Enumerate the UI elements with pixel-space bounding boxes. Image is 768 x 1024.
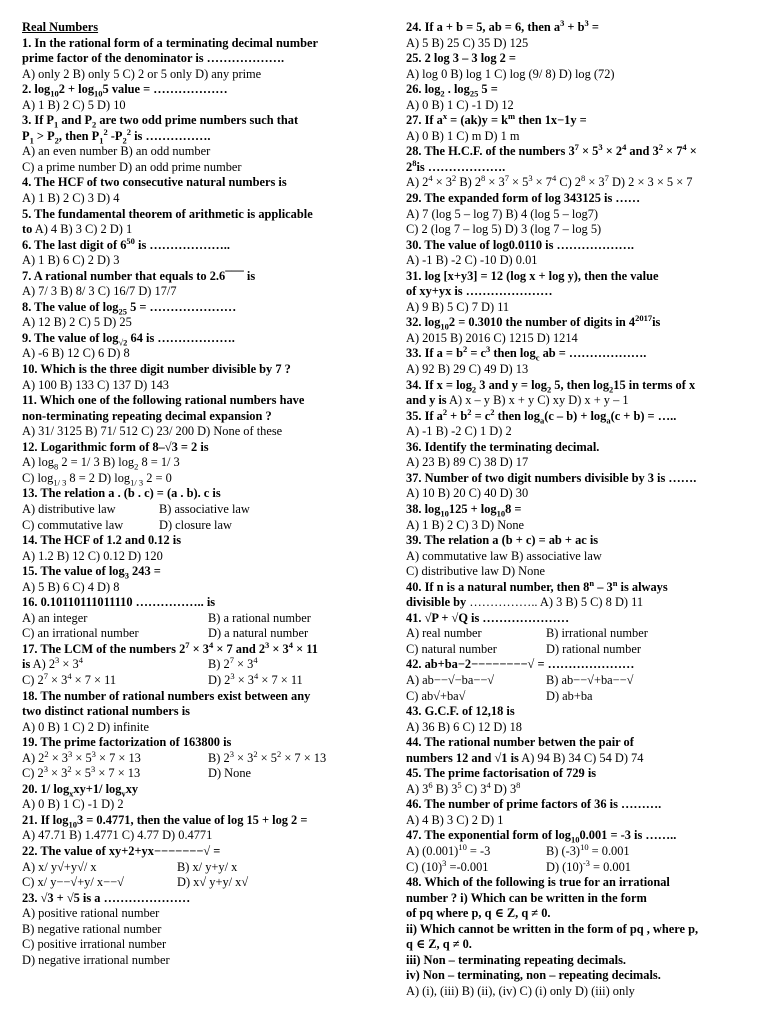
question-line: 14. The HCF of 1.2 and 0.12 is xyxy=(22,533,182,548)
options-line xyxy=(22,766,377,782)
question-line: 34. If $x = \log_2 3$ and $y = \log_2 5$, then $\log_215$ in terms of x xyxy=(406,377,696,394)
option-cell: B) $2^3 \times 3^2 \times 5^2 \times 7 \times 13$ xyxy=(208,750,327,765)
options-line: A) 0 B) 1 C) 2 D) infinite xyxy=(22,719,149,734)
question-line: 15. The value of $\log_3 243$ = xyxy=(22,564,161,580)
option-cell: C) x/ y−−√+y/ x−−√ xyxy=(22,875,124,890)
question-line: 8. The value of $\log_{25} 5$ = ………………… xyxy=(22,299,237,316)
question-line: $P_1 > P_2$, then $P_1^2$ $-P_2^2$ is ……………. xyxy=(22,128,211,145)
options-line: A) 7/ 3 B) 8/ 3 C) 16/7 D) 17/7 xyxy=(22,284,177,299)
question-line: 9. The value of $\log_{√2} 64$ is ………………. xyxy=(22,330,235,347)
question-line: 39. The relation a (b + c) = ab + ac is xyxy=(406,533,599,548)
options-line: A) -1 B) -2 C) -10 D) 0.01 xyxy=(406,253,538,268)
question-line: 26. $\log_2$ . $\log_{25} 5$ = xyxy=(406,82,498,98)
options-line xyxy=(22,657,377,673)
question-line: 38. $\log_{10}125 + \log_{10}8$ = xyxy=(406,501,522,518)
question-line: iii) Non – terminating repeating decimals. xyxy=(406,952,627,967)
option-cell: A) ab−−√−ba−−√ xyxy=(406,672,495,687)
option-cell: D) None xyxy=(208,766,252,781)
options-line: A) 23 B) 89 C) 38 D) 17 xyxy=(406,455,529,470)
question-line: 11. Which one of the following rational numbers have xyxy=(22,393,305,408)
question-line: 13. The relation a . (b . c) = (a . b). c is xyxy=(22,486,221,501)
options-line: A) 36 B) 6 C) 12 D) 18 xyxy=(406,719,522,734)
left-column xyxy=(22,20,377,968)
question-line: 6. The last digit of $6^{50}$ is ……………….. xyxy=(22,237,230,252)
question-line: 18. The number of rational numbers exist between any xyxy=(22,688,311,703)
options-line: A) 31/ 3125 B) 71/ 512 C) 23/ 200 D) None of these xyxy=(22,424,283,439)
question-line: 44. The rational number betwen the pair of xyxy=(406,735,634,750)
question-line: 30. The value of log0.0110 is ………………. xyxy=(406,237,634,252)
question-line: 22. The value of xy+2+yx−−−−−−−√ = xyxy=(22,843,221,858)
options-line: A) 47.71 B) 1.4771 C) 4.77 D) 0.4771 xyxy=(22,828,213,843)
question-line: 7. A rational number that equals to 2.6¯¯¯ is xyxy=(22,268,256,283)
option-cell: B) irrational number xyxy=(546,626,648,641)
options-line: C) 2 (log 7 – log 5) D) 3 (log 7 – log 5) xyxy=(406,222,602,237)
question-line: 41. √P + √Q is ………………… xyxy=(406,610,570,625)
options-line: A) 10 B) 20 C) 40 D) 30 xyxy=(406,486,529,501)
question-line: 3. If $P_1$ and $P_2$ are two odd prime numbers such that xyxy=(22,113,299,129)
question-line: 28. The H.C.F. of the numbers $3^7 \times 5^3 \times 2^4$ and $3^2 \times 7^4$ × xyxy=(406,144,697,159)
question-line: of pq where p, q ∈ Z, q ≠ 0. xyxy=(406,906,551,921)
options-line: A) -6 B) 12 C) 6 D) 8 xyxy=(22,346,130,361)
options-line: A) an even number B) an odd number xyxy=(22,144,211,159)
options-line xyxy=(406,689,756,705)
option-cell: B) $(-3)^{10} = 0.001$ xyxy=(546,843,630,858)
options-line: A) (i), (iii) B) (ii), (iv) C) (i) only D) (iii) only xyxy=(406,983,635,998)
options-line: A) -1 B) -2 C) 1 D) 2 xyxy=(406,424,512,439)
option-cell: B) associative law xyxy=(159,501,250,516)
question-line: 32. $\log_{10}2 = 0.3010$ the number of digits in $4^{2017}is$ xyxy=(406,315,661,331)
question-line: 27. If $a^x = (ak)y = k^m$ then 1x−1y = xyxy=(406,113,587,128)
options-line xyxy=(22,875,377,891)
question-line: 35. If $a^2 + b^2 = c^2$ then $\log_a(c - b) + \log_a(c + b)$ = ….. xyxy=(406,408,677,425)
question-line: two distinct rational numbers is xyxy=(22,704,190,719)
options-line: C) a prime number D) an odd prime number xyxy=(22,159,242,174)
right-column xyxy=(406,20,756,999)
options-line: C) distributive law D) None xyxy=(406,564,546,579)
question-line: prime factor of the denominator is ………………. xyxy=(22,51,285,66)
options-line: A) 1 B) 2 C) 5 D) 10 xyxy=(22,97,126,112)
section-heading: Real Numbers xyxy=(22,20,99,34)
question-line: 37. Number of two digit numbers divisible by 3 is ……. xyxy=(406,470,697,485)
options-line: A) $2^4 \times 3^2$ B) $2^8 \times 3^7 \times 5^3 \times 7^4$ C) $2^8 \times 3^7$ D) 2 × 3 × 5 × 7 xyxy=(406,175,693,190)
question-line: 42. ab+ba−2−−−−−−−−√ = ………………… xyxy=(406,657,635,672)
options-line xyxy=(22,673,377,689)
options-line: A) 2015 B) 2016 C) 1215 D) 1214 xyxy=(406,330,578,345)
options-line: A) 5 B) 25 C) 35 D) 125 xyxy=(406,35,529,50)
question-line: 23. √3 + √5 is a ………………… xyxy=(22,890,191,905)
option-cell: A) $(0.001)^{10} = -3$ xyxy=(406,843,491,858)
options-line: A) log 0 B) log 1 C) log (9/ 8) D) log (72) xyxy=(406,66,615,81)
question-line: number ? i) Which can be written in the form xyxy=(406,890,647,905)
question-line: 12. Logarithmic form of 8–√3 = 2 is xyxy=(22,439,209,454)
options-line xyxy=(406,673,756,689)
options-line: A) 1.2 B) 12 C) 0.12 D) 120 xyxy=(22,548,163,563)
option-cell: C) $(10)^3 =-0.001$ xyxy=(406,859,489,874)
question-line: 45. The prime factorisation of 729 is xyxy=(406,766,597,781)
options-line: A) 1 B) 2 C) 3 D) 4 xyxy=(22,191,120,206)
options-line xyxy=(406,642,756,658)
question-line: 24. If a + b = 5, ab = 6, then $a^3 + b^3$ = xyxy=(406,20,599,34)
options-line: A) 7 (log 5 – log 7) B) 4 (log 5 – log7) xyxy=(406,206,599,221)
options-line xyxy=(406,844,756,860)
options-line xyxy=(22,751,377,767)
options-line: A) 12 B) 2 C) 5 D) 25 xyxy=(22,315,132,330)
option-cell: A) $2^2 \times 3^3 \times 5^3 \times 7 \times 13$ xyxy=(22,750,141,765)
question-line: 25. 2 log 3 – 3 log 2 = xyxy=(406,51,516,66)
option-cell: C) commutative law xyxy=(22,517,124,532)
options-line: D) negative irrational number xyxy=(22,952,170,967)
question-line: 31. log [x+y3] = 12 (log x + log y), then the value xyxy=(406,268,659,283)
question-line: q ∈ Z, q ≠ 0. xyxy=(406,937,472,952)
options-line: A) 100 B) 133 C) 137 D) 143 xyxy=(22,377,169,392)
option-cell: A) distributive law xyxy=(22,501,116,516)
question-line: 16. 0.10110111011110 …………….. is xyxy=(22,595,216,610)
options-line: and y is A) x – y B) x + y C) xy D) x + y – 1 xyxy=(406,393,629,408)
question-line: 47. The exponential form of $\log_{10}0.001 = -3$ is …….. xyxy=(406,828,677,844)
question-line: non-terminating repeating decimal expansion ? xyxy=(22,408,272,423)
option-cell: D) ab+ba xyxy=(546,688,593,703)
question-line: 33. If $a = b^2 = c^3$ then $\log_c$ ab = ………………. xyxy=(406,346,647,363)
options-line: A) positive rational number xyxy=(22,906,160,921)
options-line: A) only 2 B) only 5 C) 2 or 5 only D) any prime xyxy=(22,66,262,81)
options-line: A) commutative law B) associative law xyxy=(406,548,602,563)
option-cell: C) $2^7 \times 3^4 \times 7 \times 11$ xyxy=(22,672,117,687)
option-cell: D) closure law xyxy=(159,517,232,532)
options-line: numbers 12 and √1 is A) 94 B) 34 C) 54 D) 74 xyxy=(406,750,644,765)
question-line: 20. 1/ $\log_xxy+1/$ $\log_yxy$ xyxy=(22,781,139,798)
options-line: A) 9 B) 5 C) 7 D) 11 xyxy=(406,299,510,314)
question-line: 46. The number of prime factors of 36 is ………. xyxy=(406,797,662,812)
question-line: 36. Identify the terminating decimal. xyxy=(406,439,600,454)
option-cell: B) x/ y+y/ x xyxy=(177,859,238,874)
option-cell: C) ab√+ba√ xyxy=(406,688,466,703)
question-line: 10. Which is the three digit number divisible by 7 ? xyxy=(22,362,291,377)
options-line: B) negative rational number xyxy=(22,921,162,936)
question-line: 4. The HCF of two consecutive natural numbers is xyxy=(22,175,287,190)
options-line: to A) 4 B) 3 C) 2 D) 1 xyxy=(22,222,133,237)
options-line xyxy=(22,502,377,518)
question-line: of xy+yx is ………………… xyxy=(406,284,553,299)
question-line: $2^8is$ ………………. xyxy=(406,159,506,174)
question-line: iv) Non – terminating, non – repeating decimals. xyxy=(406,968,661,983)
options-line xyxy=(406,860,756,876)
options-line: A) 0 B) 1 C) -1 D) 12 xyxy=(406,97,514,112)
options-line xyxy=(406,626,756,642)
question-line: 5. The fundamental theorem of arithmetic is applicable xyxy=(22,206,313,221)
question-line: 48. Which of the following is true for an irrational xyxy=(406,875,670,890)
options-line: A) $\log_8 2 = 1/$ 3 B) $\log_2 8 = 1/$ 3 xyxy=(22,455,180,471)
option-cell: D) $(10)^{-3} = 0.001$ xyxy=(546,859,631,874)
question-line: ii) Which cannot be written in the form of pq , where p, xyxy=(406,921,699,936)
option-cell: D) x√ y+y/ x√ xyxy=(177,875,249,890)
options-line: A) $3^6$ B) $3^5$ C) $3^4$ D) $3^8$ xyxy=(406,781,521,796)
options-line: A) 92 B) 29 C) 49 D) 13 xyxy=(406,362,529,377)
options-line: divisible by …………….. A) 3 B) 5 C) 8 D) 11 xyxy=(406,595,644,610)
options-line: C) positive irrational number xyxy=(22,937,167,952)
options-line: A) 1 B) 6 C) 2 D) 3 xyxy=(22,253,120,268)
option-cell: A) x/ y√+y√/ x xyxy=(22,859,97,874)
option-cell: B) ab−−√+ba−−√ xyxy=(546,672,634,687)
option-cell: B) a rational number xyxy=(208,610,311,625)
options-line: A) 0 B) 1 C) m D) 1 m xyxy=(406,128,520,143)
option-cell: C) an irrational number xyxy=(22,626,139,641)
options-line: A) 5 B) 6 C) 4 D) 8 xyxy=(22,579,120,594)
option-cell: C) $2^3 \times 3^2 \times 5^3 \times 7 \times 13$ xyxy=(22,766,141,781)
options-line: A) 0 B) 1 C) -1 D) 2 xyxy=(22,797,124,812)
question-line: 17. The LCM of the numbers $2^7 \times 3^4 \times 7$ and $2^3 \times 3^4 \times 11$ xyxy=(22,641,318,656)
question-line: 43. G.C.F. of 12,18 is xyxy=(406,704,515,719)
question-line: 40. If n is a natural number, then 8$^n$ – 3$^n$ is always xyxy=(406,579,668,594)
option-cell: A) an integer xyxy=(22,610,88,625)
options-line xyxy=(22,860,377,876)
options-line: A) 1 B) 2 C) 3 D) None xyxy=(406,517,525,532)
question-line: 1. In the rational form of a terminating decimal number xyxy=(22,35,318,50)
option-cell: D) $2^3 \times 3^4 \times 7 \times 11$ xyxy=(208,672,303,687)
question-line: 29. The expanded form of log 343125 is …… xyxy=(406,191,641,206)
option-cell: D) a natural number xyxy=(208,626,309,641)
options-line xyxy=(22,611,377,627)
option-cell: D) rational number xyxy=(546,641,641,656)
option-cell: B) $2^7 \times 3^4$ xyxy=(208,657,258,672)
question-line: 2. $\log_{10}2 + \log_{10}5$ value = ……………… xyxy=(22,82,228,98)
option-cell: A) real number xyxy=(406,626,482,641)
options-line xyxy=(22,518,377,534)
options-line xyxy=(22,626,377,642)
options-line: A) 4 B) 3 C) 2 D) 1 xyxy=(406,812,504,827)
option-cell: is A) $2^3 \times 3^4$ xyxy=(22,657,83,672)
option-cell: C) natural number xyxy=(406,641,497,656)
question-line: 21. If $\log_{10}3 = 0.4771$, then the value of log 15 + log 2 = xyxy=(22,812,308,829)
question-line: 19. The prime factorization of 163800 is xyxy=(22,735,232,750)
options-line: C) $\log_{1/ 3} 8 = 2$ D) $\log_{1/ 3} 2 = 0$ xyxy=(22,470,172,487)
